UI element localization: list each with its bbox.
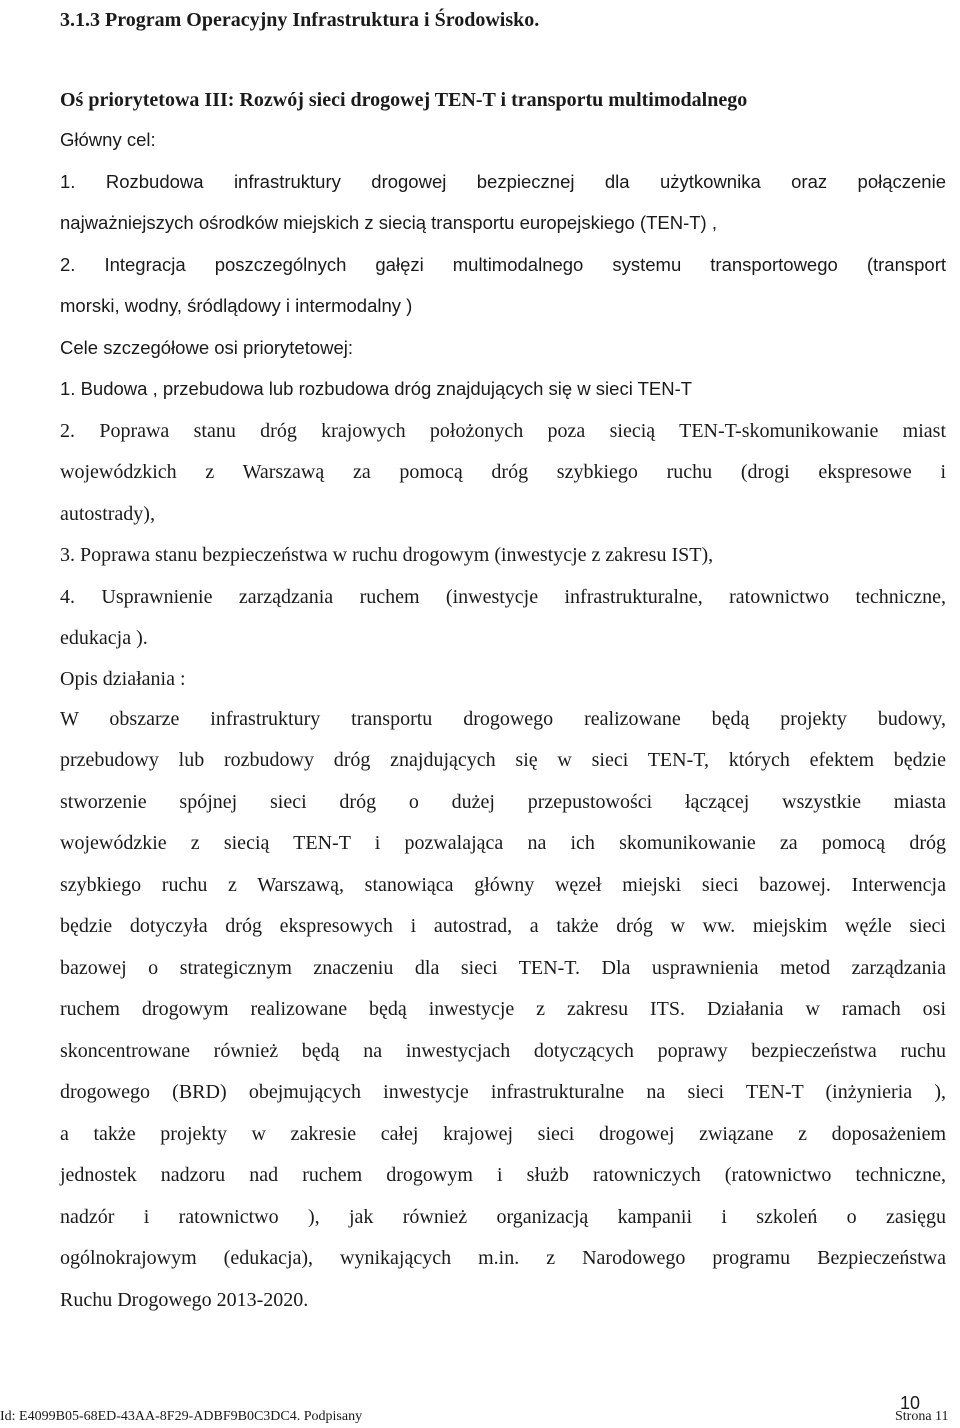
main-goal-label: Główny cel: <box>60 129 156 150</box>
description-line-13: nadzór i ratownictwo ), jak również organizacją kampanii i szkoleń o zasięgu <box>60 1206 946 1228</box>
description-line-14: ogólnokrajowym (edukacja), wynikających m.in. z Narodowego programu Bezpieczeństwa <box>60 1247 946 1269</box>
description-line-6: będzie dotyczyła dróg ekspresowych i autostrad, a także dróg w ww. miejskim węźle sieci <box>60 915 946 937</box>
specific-goal-2-line-2: wojewódzkich z Warszawą za pomocą dróg szybkiego ruchu (drogi ekspresowe i <box>60 461 946 483</box>
specific-goal-4-line-1: 4. Usprawnienie zarządzania ruchem (inwestycje infrastrukturalne, ratownictwo techniczne, <box>60 586 946 608</box>
main-goal-item-1-line-1: 1. Rozbudowa infrastruktury drogowej bezpiecznej dla użytkownika oraz połączenie <box>60 171 946 192</box>
axis-heading: Oś priorytetowa III: Rozwój sieci drogowej TEN-T i transportu multimodalnego <box>60 89 748 111</box>
description-line-15: Ruchu Drogowego 2013-2020. <box>60 1289 309 1311</box>
description-line-3: stworzenie spójnej sieci dróg o dużej przepustowości łączącej wszystkie miasta <box>60 791 946 813</box>
specific-goals-label: Cele szczegółowe osi priorytetowej: <box>60 337 354 358</box>
description-line-11: a także projekty w zakresie całej krajowej sieci drogowej związane z doposażeniem <box>60 1123 946 1145</box>
footer-document-id: Id: E4099B05-68ED-43AA-8F29-ADBF9B0C3DC4. Podpisany <box>0 1409 363 1424</box>
main-goal-item-2-line-2: morski, wodny, śródlądowy i intermodalny ) <box>60 295 413 316</box>
description-line-4: wojewódzkie z siecią TEN-T i pozwalająca na ich skomunikowanie za pomocą dróg <box>60 832 946 854</box>
specific-goal-2-line-3: autostrady), <box>60 503 155 525</box>
description-label: Opis działania : <box>60 668 186 690</box>
description-line-2: przebudowy lub rozbudowy dróg znajdujących się w sieci TEN-T, których efektem będzie <box>60 749 946 771</box>
main-goal-item-1-line-2: najważniejszych ośrodków miejskich z siecią transportu europejskiego (TEN-T) , <box>60 212 717 233</box>
section-heading: 3.1.3 Program Operacyjny Infrastruktura i Środowisko. <box>60 9 540 31</box>
page-number: 10 <box>900 1393 921 1413</box>
description-line-5: szybkiego ruchu z Warszawą, stanowiąca główny węzeł miejski sieci bazowej. Interwencja <box>60 874 946 896</box>
description-line-8: ruchem drogowym realizowane będą inwestycje z zakresu ITS. Działania w ramach osi <box>60 998 946 1020</box>
description-line-1: W obszarze infrastruktury transportu drogowego realizowane będą projekty budowy, <box>60 708 946 730</box>
specific-goal-4-line-2: edukacja ). <box>60 627 148 649</box>
specific-goal-3: 3. Poprawa stanu bezpieczeństwa w ruchu drogowym (inwestycje z zakresu IST), <box>60 544 714 566</box>
footer-strona: Strona 11 <box>895 1409 949 1424</box>
description-line-10: drogowego (BRD) obejmujących inwestycje infrastrukturalne na sieci TEN-T (inżynieria ), <box>60 1081 946 1103</box>
specific-goal-2-line-1: 2. Poprawa stanu dróg krajowych położonych poza siecią TEN-T-skomunikowanie miast <box>60 420 946 442</box>
description-line-12: jednostek nadzoru nad ruchem drogowym i służb ratowniczych (ratownictwo techniczne, <box>60 1164 946 1186</box>
main-goal-item-2-line-1: 2. Integracja poszczególnych gałęzi multimodalnego systemu transportowego (transport <box>60 254 946 275</box>
description-line-7: bazowej o strategicznym znaczeniu dla sieci TEN-T. Dla usprawnienia metod zarządzania <box>60 957 946 979</box>
description-line-9: skoncentrowane również będą na inwestycjach dotyczących poprawy bezpieczeństwa ruchu <box>60 1040 946 1062</box>
specific-goal-1: 1. Budowa , przebudowa lub rozbudowa dróg znajdujących się w sieci TEN-T <box>60 378 693 399</box>
